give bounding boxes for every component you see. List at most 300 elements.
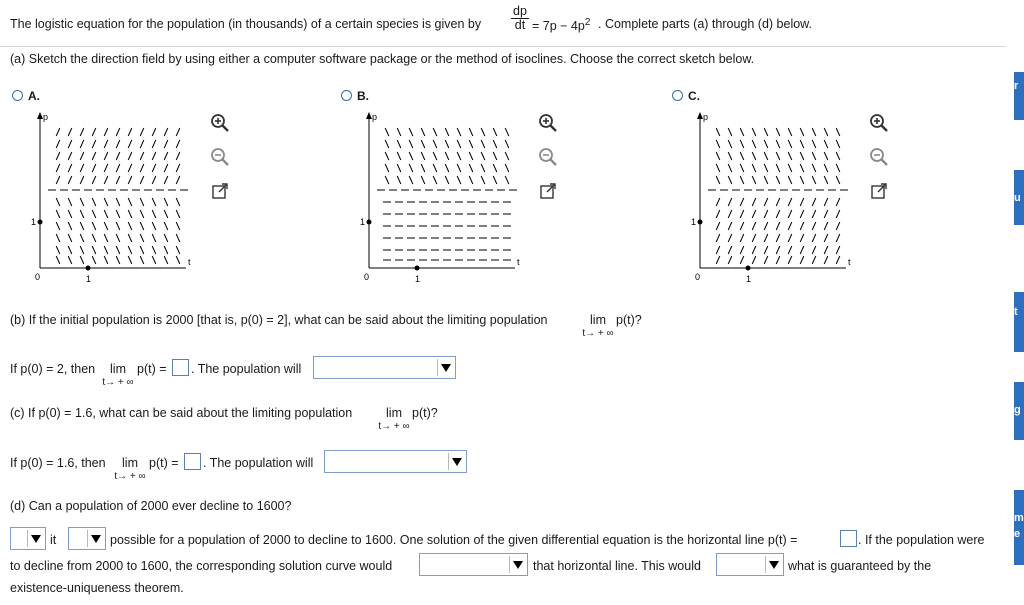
slope-segment (116, 222, 120, 230)
slope-segment (481, 140, 485, 148)
slope-segment (92, 198, 96, 206)
slope-segment (788, 210, 792, 218)
zoom-out-icon-a[interactable] (209, 146, 231, 168)
slope-segment (752, 222, 756, 230)
slope-segment (824, 234, 828, 242)
open-external-icon-c[interactable] (868, 180, 890, 202)
part-c-lim-word: lim (386, 406, 402, 420)
slope-segment (421, 164, 425, 172)
slope-segment (752, 128, 756, 136)
slope-segment (140, 128, 144, 136)
slope-segment (140, 256, 144, 264)
slope-segment (740, 210, 744, 218)
slope-segment (128, 256, 132, 264)
slope-segment (764, 246, 768, 254)
sidebar-letter-2: u (1014, 192, 1021, 204)
slope-segment (104, 234, 108, 242)
part-b-question: (b) If the initial population is 2000 [that is, p(0) = 2], what can be said about the limiting population (10, 313, 548, 327)
slope-segment (80, 210, 84, 218)
slope-segment (80, 152, 84, 160)
slope-segment (164, 198, 168, 206)
option-a-label: A. (28, 89, 40, 103)
slope-segment (128, 140, 132, 148)
zoom-in-icon-a[interactable] (209, 112, 231, 134)
slope-segment (164, 234, 168, 242)
slope-segment (728, 234, 732, 242)
slope-segment (836, 234, 840, 242)
slope-segment (764, 128, 768, 136)
slope-segment (92, 164, 96, 172)
slope-segment (433, 164, 437, 172)
sidebar-letter-6: e (1014, 528, 1021, 540)
slope-segment (764, 164, 768, 172)
slope-segment (788, 176, 792, 184)
slope-segment (116, 246, 120, 254)
slope-segment (764, 176, 768, 184)
sidebar-letter-5: m (1014, 512, 1024, 524)
slope-segment (728, 164, 732, 172)
part-c-population-dropdown[interactable] (324, 450, 467, 473)
equation-rhs-text: = 7p − 4p (532, 19, 585, 34)
part-d-horizontal-line-input[interactable] (840, 530, 857, 547)
slope-segment (740, 128, 744, 136)
slope-segment (80, 140, 84, 148)
slope-segment (740, 140, 744, 148)
slope-segment (836, 246, 840, 254)
t1-dot-a (86, 266, 91, 271)
slope-segment (128, 222, 132, 230)
slope-segment (104, 140, 108, 148)
slope-segment (397, 176, 401, 184)
slope-segment (800, 198, 804, 206)
slope-segment (716, 152, 720, 160)
slope-segment (104, 176, 108, 184)
part-b-limit-input[interactable] (172, 359, 189, 376)
slope-segment (505, 140, 509, 148)
slope-segment (409, 128, 413, 136)
slope-segment (176, 256, 180, 264)
slope-segment (92, 140, 96, 148)
slope-segment (836, 256, 840, 264)
open-external-icon-b[interactable] (537, 180, 559, 202)
slope-segment (800, 210, 804, 218)
slope-segment (128, 152, 132, 160)
p1-dot-a (38, 220, 43, 225)
slope-segment (812, 164, 816, 172)
part-c-answer-prefix: If p(0) = 1.6, then (10, 456, 106, 470)
part-c-limit (374, 406, 414, 432)
part-d-is-isnot-dropdown[interactable] (68, 527, 106, 550)
slope-segment (752, 198, 756, 206)
slope-segment (505, 152, 509, 160)
slope-segment (128, 164, 132, 172)
slope-segment (68, 198, 72, 206)
slope-segment (469, 140, 473, 148)
slope-segment (752, 164, 756, 172)
part-d-line2-prefix: to decline from 2000 to 1600, the corresponding solution curve would (10, 559, 393, 573)
part-b-population-dropdown[interactable] (313, 356, 456, 379)
slope-segment (776, 140, 780, 148)
slope-segment (397, 128, 401, 136)
frac-denominator: dt (514, 18, 526, 32)
slope-segments-b (377, 128, 517, 260)
slope-segment (824, 128, 828, 136)
slope-segment (728, 256, 732, 264)
slope-segment (56, 198, 60, 206)
slope-segment (457, 140, 461, 148)
zoom-out-icon-b[interactable] (537, 146, 559, 168)
slope-segment (68, 128, 72, 136)
slope-segment (764, 256, 768, 264)
equation-exponent: 2 (584, 17, 591, 28)
slope-segment (128, 210, 132, 218)
dropdown-arrow-icon[interactable] (509, 556, 525, 573)
slope-segment (469, 164, 473, 172)
slope-segment (481, 128, 485, 136)
slope-segment (740, 198, 744, 206)
slope-segment (92, 246, 96, 254)
slope-segment (788, 198, 792, 206)
slope-segment (752, 152, 756, 160)
slope-segment (152, 128, 156, 136)
t1-label-b: 1 (415, 274, 421, 284)
part-b-answer-prefix: If p(0) = 2, then (10, 362, 96, 376)
slope-segment (728, 246, 732, 254)
slope-segment (68, 176, 72, 184)
sidebar-letter-3: t (1014, 306, 1018, 318)
p1-label-b: 1 (360, 217, 366, 227)
slope-segment (421, 176, 425, 184)
slope-segment (776, 198, 780, 206)
slope-segment (56, 234, 60, 242)
slope-segment (385, 176, 389, 184)
option-b-radio[interactable] (341, 90, 352, 101)
slope-segment (752, 210, 756, 218)
slope-segment (68, 256, 72, 264)
slope-segments-a (48, 128, 188, 264)
t-label-a: t (188, 257, 191, 267)
slope-segment (812, 256, 816, 264)
slope-segment (800, 234, 804, 242)
part-d-line3: existence-uniqueness theorem. (10, 581, 184, 595)
slope-segment (812, 128, 816, 136)
slope-segment (776, 210, 780, 218)
slope-segment (824, 164, 828, 172)
slope-segment (824, 176, 828, 184)
slope-segment (812, 152, 816, 160)
dropdown-arrow-icon[interactable] (765, 556, 781, 573)
slope-segment (385, 140, 389, 148)
slope-segment (164, 222, 168, 230)
slope-segment (776, 152, 780, 160)
slope-segment (176, 140, 180, 148)
slope-segment (788, 222, 792, 230)
p-label-c: p (703, 112, 709, 122)
slope-segment (68, 246, 72, 254)
slope-segment (740, 246, 744, 254)
slope-segment (152, 210, 156, 218)
part-c-limit-input[interactable] (184, 453, 201, 470)
slope-segment (56, 210, 60, 218)
slope-segment (116, 164, 120, 172)
slope-segment (140, 222, 144, 230)
slope-segment (421, 152, 425, 160)
slope-segment (68, 222, 72, 230)
slope-segment (152, 198, 156, 206)
slope-segment (433, 128, 437, 136)
slope-segment (409, 176, 413, 184)
part-b-lim-sub: t→ + ∞ (582, 328, 614, 339)
slope-segment (92, 210, 96, 218)
part-b-answer-lim-sub: t→ + ∞ (102, 377, 134, 388)
slope-segment (56, 164, 60, 172)
slope-segment (56, 152, 60, 160)
slope-segment (836, 152, 840, 160)
slope-segment (116, 256, 120, 264)
slope-segment (824, 256, 828, 264)
p1-dot-b (367, 220, 372, 225)
slope-segment (104, 210, 108, 218)
part-c-answer-mid: . The population will (203, 456, 314, 470)
slope-segment (397, 164, 401, 172)
slope-segment (80, 234, 84, 242)
slope-segment (152, 176, 156, 184)
option-b-label: B. (357, 89, 369, 103)
part-c-answer-lim-sub: t→ + ∞ (114, 471, 146, 482)
slope-segment (752, 176, 756, 184)
slope-segment (824, 210, 828, 218)
slope-segment (409, 164, 413, 172)
slope-segment (140, 176, 144, 184)
slope-segment (728, 210, 732, 218)
slope-segment (764, 152, 768, 160)
slope-segment (764, 222, 768, 230)
slope-segment (104, 198, 108, 206)
slope-segment (128, 198, 132, 206)
slope-segment (812, 140, 816, 148)
part-c-lim-sub: t→ + ∞ (378, 421, 410, 432)
option-a-radio[interactable] (12, 90, 23, 101)
slope-segment (80, 164, 84, 172)
slope-segment (104, 152, 108, 160)
part-b-answer-lim-word: lim (110, 362, 126, 376)
slope-segment (788, 234, 792, 242)
slope-segment (740, 176, 744, 184)
zoom-out-icon-c[interactable] (868, 146, 890, 168)
slope-segment (481, 176, 485, 184)
slope-segment (176, 246, 180, 254)
slope-segment (740, 234, 744, 242)
slope-segment (776, 246, 780, 254)
t1-dot-b (415, 266, 420, 271)
slope-segment (68, 234, 72, 242)
origin-label-c: 0 (695, 272, 701, 282)
slope-segment (409, 140, 413, 148)
slope-segment (140, 210, 144, 218)
part-d-it-word: it (50, 533, 57, 547)
slope-segment (80, 176, 84, 184)
slope-segment (409, 152, 413, 160)
slope-segment (176, 210, 180, 218)
slope-segment (800, 152, 804, 160)
slope-segment (824, 140, 828, 148)
slope-segment (716, 128, 720, 136)
slope-segment (56, 140, 60, 148)
slope-segment (164, 210, 168, 218)
slope-segment (128, 128, 132, 136)
slope-segment (469, 152, 473, 160)
slope-segment (397, 152, 401, 160)
slope-segment (92, 222, 96, 230)
slope-segment (176, 234, 180, 242)
slope-segment (176, 198, 180, 206)
slope-segment (80, 128, 84, 136)
slope-segment (812, 222, 816, 230)
slope-segment (493, 140, 497, 148)
dropdown-arrow-icon[interactable] (448, 453, 464, 470)
slope-segment (457, 176, 461, 184)
equation-rhs (532, 17, 590, 33)
dropdown-arrow-icon[interactable] (87, 530, 103, 547)
slope-segment (104, 164, 108, 172)
slope-segment (152, 164, 156, 172)
part-b-limit (578, 313, 618, 339)
slope-segment (128, 246, 132, 254)
slope-segment (68, 140, 72, 148)
slope-segment (385, 164, 389, 172)
slope-segment (176, 128, 180, 136)
slope-segment (800, 222, 804, 230)
slope-segment (92, 234, 96, 242)
slope-segment (776, 128, 780, 136)
slope-segment (716, 256, 720, 264)
part-d-can-cannot-dropdown[interactable] (10, 527, 46, 550)
slope-segment (788, 140, 792, 148)
intro-text: The logistic equation for the population (in thousands) of a certain species is given by (10, 17, 482, 31)
slope-segment (56, 256, 60, 264)
slope-segment (164, 128, 168, 136)
part-c-lim-fn: p(t)? (412, 406, 438, 420)
slope-segment (152, 152, 156, 160)
t-label-b: t (517, 257, 520, 267)
sidebar-tab-3[interactable] (1014, 292, 1024, 352)
slope-segment (836, 222, 840, 230)
part-d-guarantee-dropdown[interactable] (716, 553, 784, 576)
p1-label-a: 1 (31, 217, 37, 227)
slope-segment (397, 140, 401, 148)
slope-segment (740, 256, 744, 264)
slope-segment (836, 198, 840, 206)
slope-segment (457, 152, 461, 160)
p-label-b: p (372, 112, 378, 122)
direction-field-c (688, 108, 858, 286)
slope-segment (164, 256, 168, 264)
dp-dt-fraction (511, 5, 529, 32)
slope-segment (469, 128, 473, 136)
header-divider (0, 46, 1006, 47)
part-c-answer-lim-word: lim (122, 456, 138, 470)
slope-segment (164, 246, 168, 254)
slope-segment (776, 256, 780, 264)
slope-segment (728, 140, 732, 148)
frac-numerator: dp (511, 5, 529, 19)
open-external-icon-a[interactable] (209, 180, 231, 202)
slope-segment (56, 222, 60, 230)
slope-segment (800, 256, 804, 264)
slope-segment (104, 256, 108, 264)
slope-segment (716, 246, 720, 254)
part-d-curve-dropdown[interactable] (419, 553, 528, 576)
part-d-line2-tail: what is guaranteed by the (788, 559, 932, 573)
dropdown-arrow-icon[interactable] (437, 359, 453, 376)
slope-segment (788, 152, 792, 160)
t-label-c: t (848, 257, 851, 267)
slope-segment (764, 198, 768, 206)
slope-segment (457, 128, 461, 136)
slope-segment (457, 164, 461, 172)
origin-label-a: 0 (35, 272, 41, 282)
part-c-question: (c) If p(0) = 1.6, what can be said about the limiting population (10, 406, 353, 420)
slope-segment (56, 246, 60, 254)
slope-segment (140, 234, 144, 242)
direction-field-b (357, 108, 527, 286)
slope-segment (433, 140, 437, 148)
slope-segment (812, 246, 816, 254)
slope-segment (152, 234, 156, 242)
slope-segment (788, 164, 792, 172)
option-c-radio[interactable] (672, 90, 683, 101)
slope-segment (776, 164, 780, 172)
slope-segment (836, 176, 840, 184)
intro-suffix: . Complete parts (a) through (d) below. (598, 17, 812, 31)
slope-segment (140, 164, 144, 172)
slope-segment (116, 198, 120, 206)
p-label-a: p (43, 112, 49, 122)
slope-segment (433, 176, 437, 184)
slope-segment (116, 140, 120, 148)
slope-segment (752, 140, 756, 148)
origin-label-b: 0 (364, 272, 370, 282)
slope-segment (140, 198, 144, 206)
slope-segment (812, 198, 816, 206)
sidebar-letter-4: g (1014, 404, 1021, 416)
slope-segment (56, 128, 60, 136)
slope-segment (80, 256, 84, 264)
zoom-in-icon-b[interactable] (537, 112, 559, 134)
t1-dot-c (746, 266, 751, 271)
slope-segment (385, 128, 389, 136)
slope-segment (445, 140, 449, 148)
slope-segment (80, 198, 84, 206)
slope-segment (800, 140, 804, 148)
slope-segment (421, 128, 425, 136)
slope-segment (752, 246, 756, 254)
part-d-line2-mid: that horizontal line. This would (533, 559, 701, 573)
dropdown-arrow-icon[interactable] (27, 530, 43, 547)
slope-segment (164, 140, 168, 148)
zoom-in-icon-c[interactable] (868, 112, 890, 134)
slope-segment (716, 164, 720, 172)
slope-segment (800, 164, 804, 172)
slope-segment (433, 152, 437, 160)
slope-segment (481, 152, 485, 160)
slope-segment (812, 176, 816, 184)
option-c-label: C. (688, 89, 700, 103)
slope-segment (824, 246, 828, 254)
slope-segment (116, 152, 120, 160)
part-b-lim-fn: p(t)? (616, 313, 642, 327)
slope-segment (812, 234, 816, 242)
